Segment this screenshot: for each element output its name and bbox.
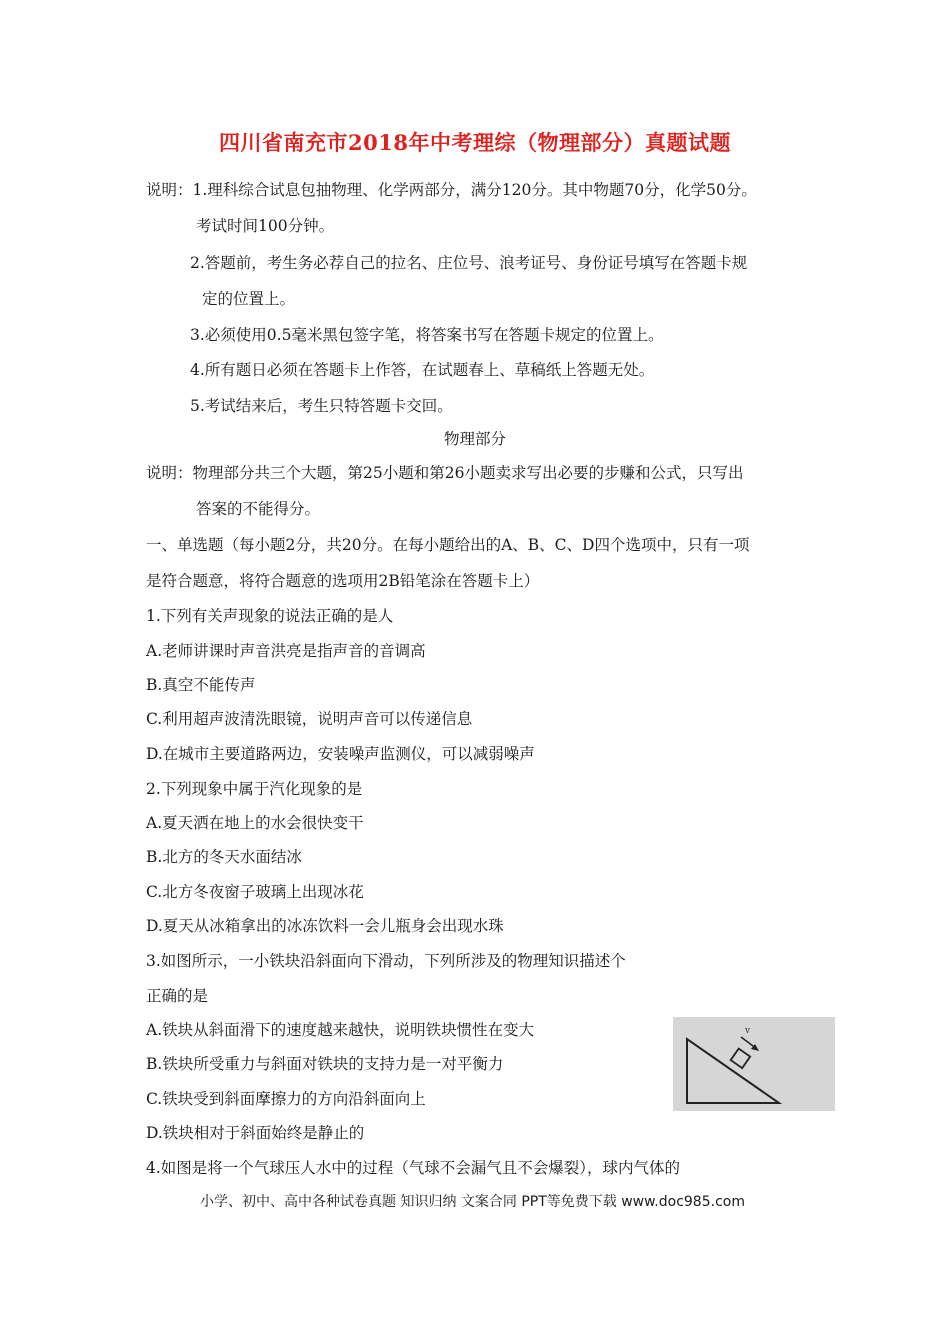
q2-option-b: B.北方的冬天水面结冰 — [146, 848, 302, 866]
footer-text: 小学、初中、高中各种试卷真题 知识归纳 文案合同 PPT等免费下载 www.doc985.com — [200, 1194, 745, 1210]
q1-option-b: B.真空不能传声 — [146, 676, 256, 694]
intro-line-7: 5.考试结来后，考生只特答题卡交回。 — [190, 397, 453, 415]
q3-option-c: C.铁块受到斜面摩擦力的方向沿斜面向上 — [146, 1090, 426, 1108]
q3-stem-line-2: 正确的是 — [146, 987, 209, 1005]
intro-line-4: 定的位置上。 — [202, 290, 296, 308]
incline-triangle — [687, 1039, 779, 1103]
velocity-label: v — [745, 1026, 751, 1036]
section-heading: 物理部分 — [443, 430, 506, 448]
intro-line-6: 4.所有题日必须在答题卡上作答，在试题春上、草稿纸上答题无处。 — [190, 361, 655, 379]
section-note-line-1: 说明：物理部分共三个大题，第25小题和第26小题卖求写出必要的步赚和公式，只写出 — [146, 464, 744, 482]
intro-line-1: 说明：1.理科综合试息包抽物理、化学两部分，满分120分。其中物题70分，化学50分。 — [146, 181, 757, 199]
q2-stem: 2.下列现象中属于汽化现象的是 — [146, 780, 363, 798]
page-title: 四川省南充市2018年中考理综（物理部分）真题试题 — [219, 130, 731, 155]
intro-line-3: 2.答题前，考生务必荐自己的拉名、庄位号、浪考证号、身份证号填写在答题卡规 — [190, 254, 748, 272]
q3-stem-line-1: 3.如图所示，一小铁块沿斜面向下滑动，下列所涉及的物理知识描述个 — [146, 952, 626, 970]
q1-option-c: C.利用超声波清洗眼镜，说明声音可以传递信息 — [146, 710, 473, 728]
part1-instructions-line-2: 是符合题意，将符合题意的选项用2B铅笔涂在答题卡上） — [146, 572, 540, 590]
q3-option-b: B.铁块所受重力与斜面对铁块的支持力是一对平衡力 — [146, 1055, 504, 1073]
q2-option-c: C.北方冬夜窗子玻璃上出现冰花 — [146, 883, 364, 901]
q3-option-a: A.铁块从斜面滑下的速度越来越快，说明铁块惯性在变大 — [146, 1021, 535, 1039]
q2-option-a: A.夏天洒在地上的水会很快变干 — [146, 814, 364, 832]
intro-line-2: 考试时间100分钟。 — [196, 217, 335, 235]
q4-stem: 4.如图是将一个气球压人水中的过程（气球不会漏气且不会爆裂），球内气体的 — [146, 1159, 681, 1177]
iron-block — [731, 1049, 750, 1068]
incline-figure — [673, 1017, 835, 1111]
q3-option-d: D.铁块相对于斜面始终是静止的 — [146, 1124, 365, 1142]
q1-stem: 1.下列有关声现象的说法正确的是人 — [146, 607, 394, 625]
part1-instructions-line-1: 一、单选题（每小题2分，共20分。在每小题给出的A、B、C、D四个选项中，只有一项 — [146, 536, 750, 554]
q2-option-d: D.夏天从冰箱拿出的冰冻饮料一会儿瓶身会出现水珠 — [146, 917, 504, 935]
q1-option-d: D.在城市主要道路两边，安装噪声监测仪，可以减弱噪声 — [146, 745, 535, 763]
q1-option-a: A.老师讲课时声音洪亮是指声音的音调高 — [146, 642, 426, 660]
section-note-line-2: 答案的不能得分。 — [196, 500, 321, 518]
intro-line-5: 3.必须使用0.5毫米黑包签字笔，将答案书写在答题卡规定的位置上。 — [190, 326, 664, 344]
